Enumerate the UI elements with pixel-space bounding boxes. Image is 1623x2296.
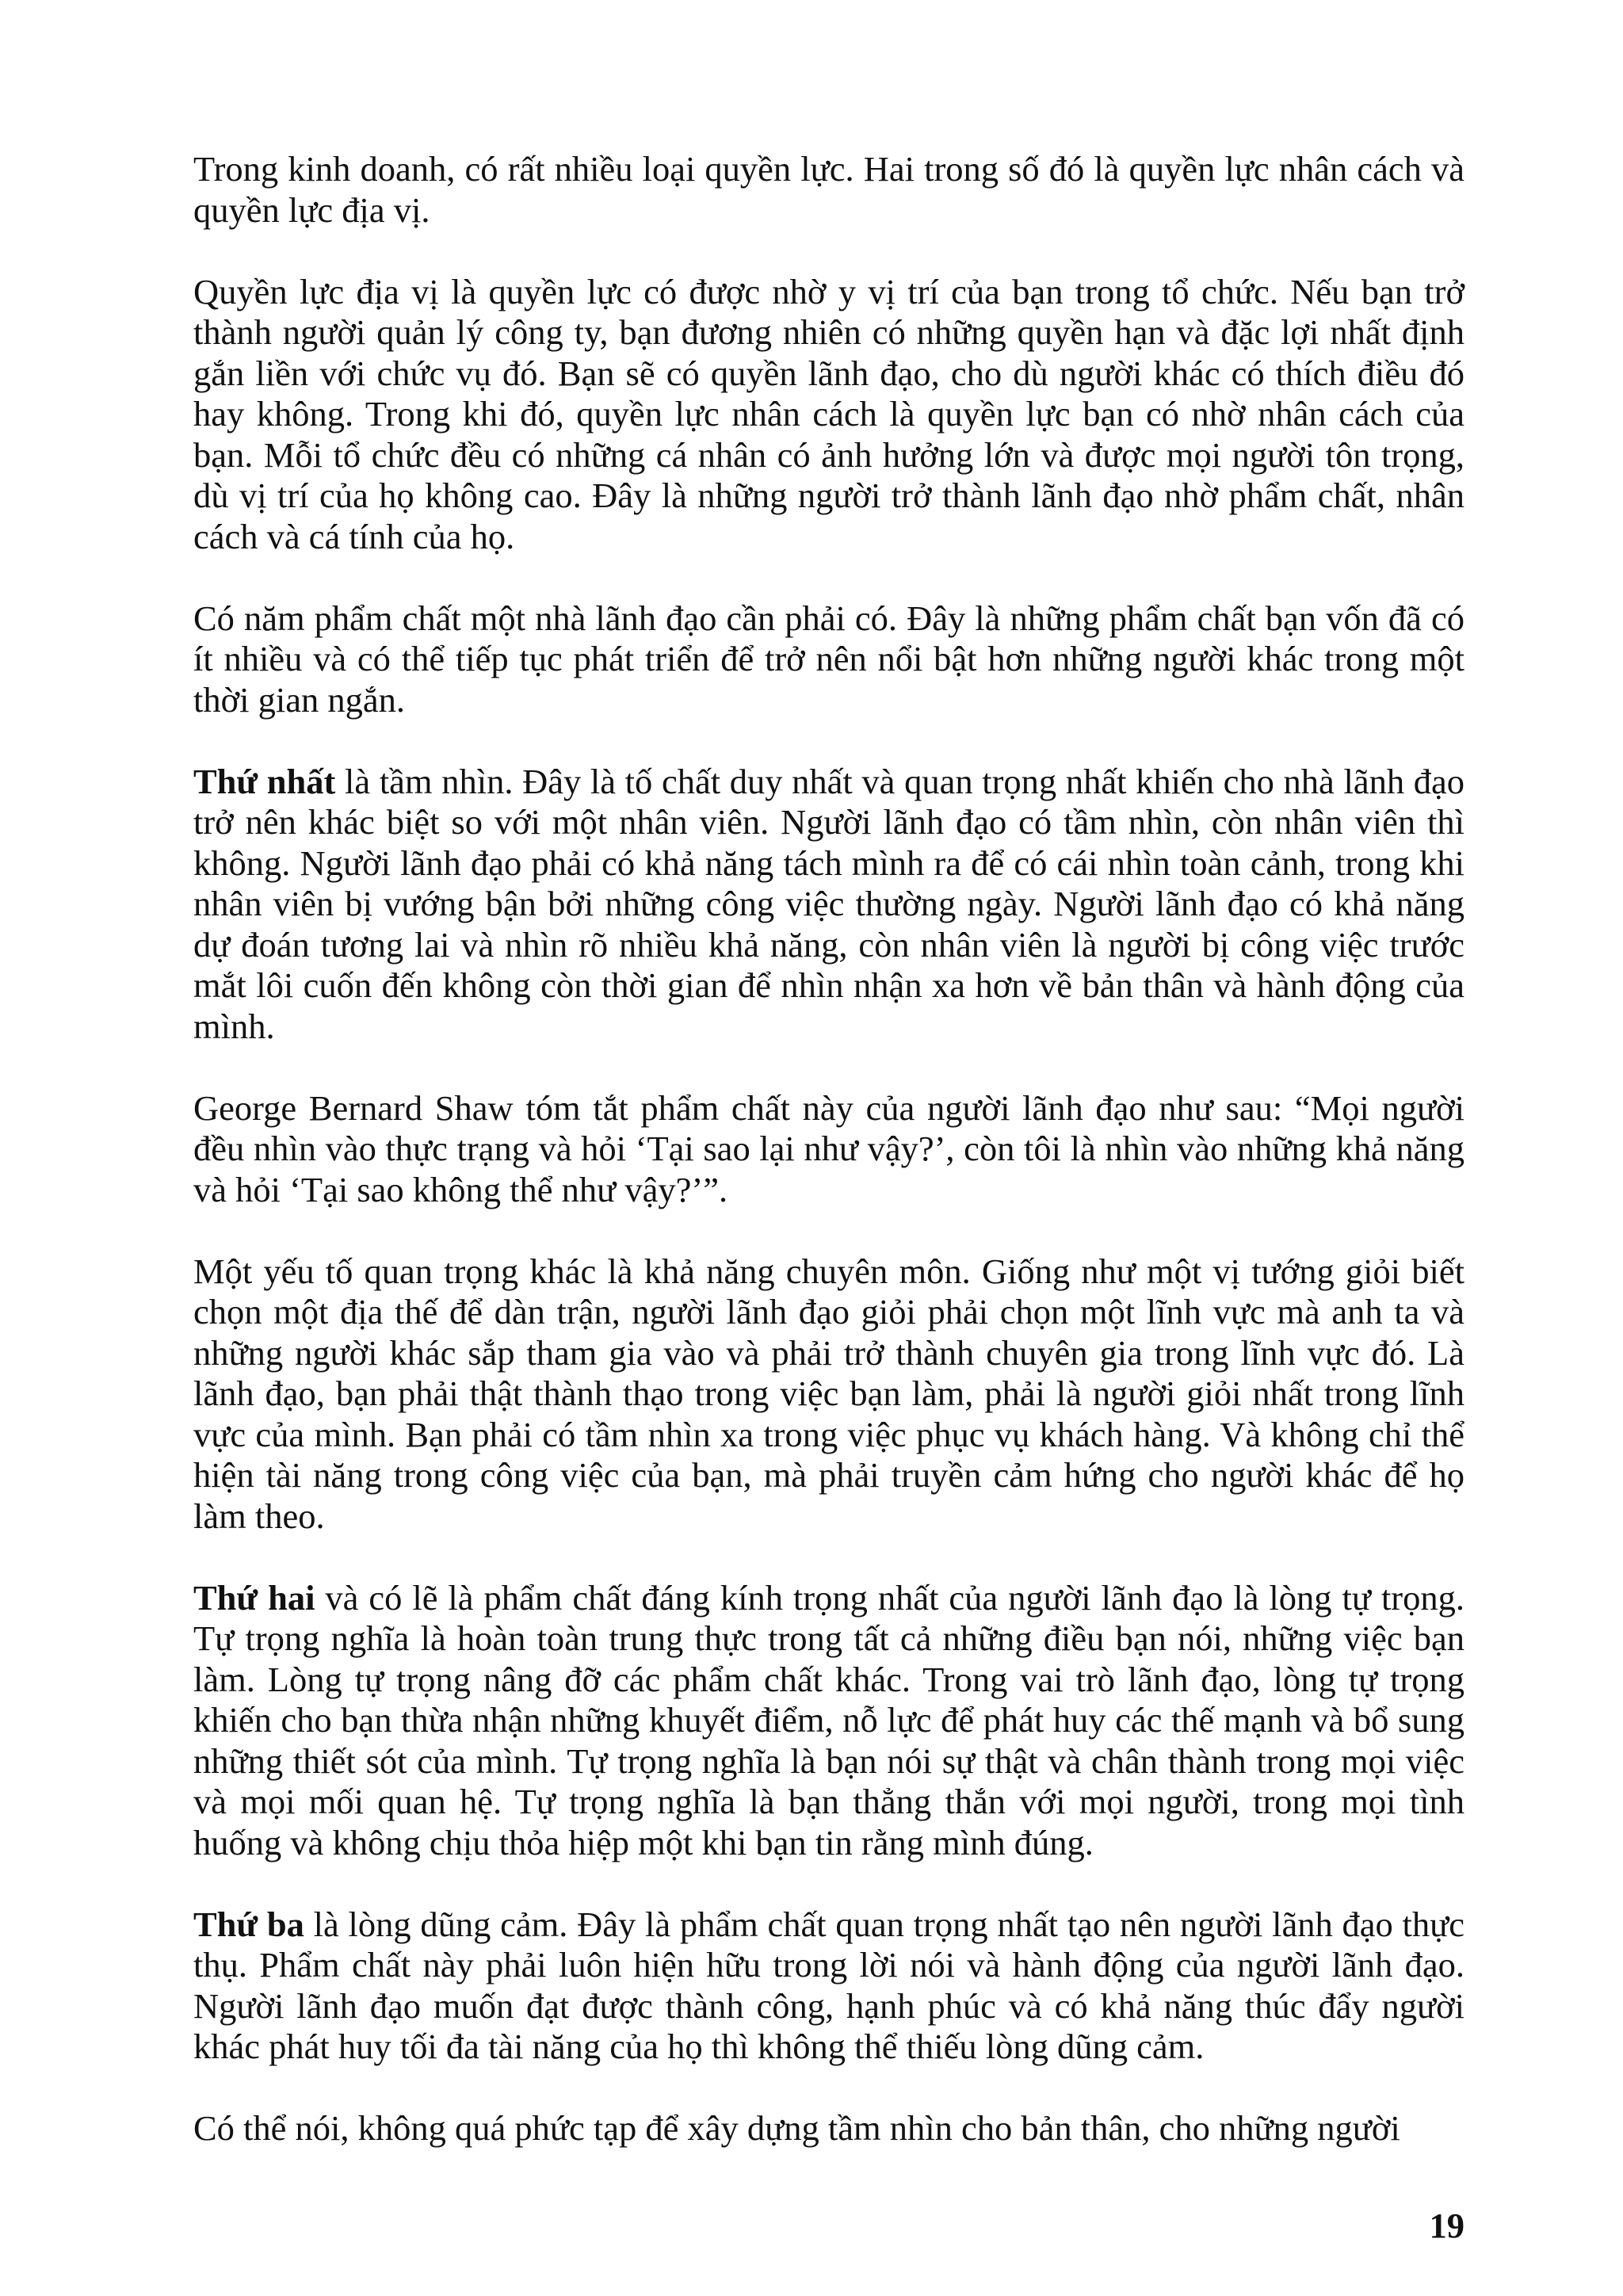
paragraph-text: là lòng dũng cảm. Đây là phẩm chất quan trọng nhất tạo nên người lãnh đạo thực thụ. Phẩm chất này phải luôn hiện hữu trong lời nói và hành động của người lãnh đạo. Người lãnh đạo muốn đạt được thành công, hạnh phúc và có khả năng thúc đẩy người khác phát huy tối đa tài năng của họ thì không thể thiếu lòng dũng cảm. xyxy=(193,1904,1465,2066)
paragraph-text: Một yếu tố quan trọng khác là khả năng chuyên môn. Giống như một vị tướng giỏi biết chọn một địa thế để dàn trận, người lãnh đạo giỏi phải chọn một lĩnh vực mà anh ta và những người khác sắp tham gia vào và phải trở thành chuyên gia trong lĩnh vực đó. Là lãnh đạo, bạn phải thật thành thạo trong việc bạn làm, phải là người giỏi nhất trong lĩnh vực của mình. Bạn phải có tầm nhìn xa trong việc phục vụ khách hàng. Và không chỉ thể hiện tài năng trong công việc của bạn, mà phải truyền cảm hứng cho người khác để họ làm theo. xyxy=(193,1251,1465,1536)
paragraph-text: Quyền lực địa vị là quyền lực có được nhờ y vị trí của bạn trong tổ chức. Nếu bạn trở thành người quản lý công ty, bạn đương nhiên có những quyền hạn và đặc lợi nhất định gắn liền với chức vụ đó. Bạn sẽ có quyền lãnh đạo, cho dù người khác có thích điều đó hay không. Trong khi đó, quyền lực nhân cách là quyền lực bạn có nhờ nhân cách của bạn. Mỗi tổ chức đều có những cá nhân có ảnh hưởng lớn và được mọi người tôn trọng, dù vị trí của họ không cao. Đây là những người trở thành lãnh đạo nhờ phẩm chất, nhân cách và cá tính của họ. xyxy=(193,271,1465,556)
page-body xyxy=(193,149,1465,2149)
paragraph-lead: Thứ ba xyxy=(193,1904,304,1944)
paragraph-first-vision xyxy=(193,762,1465,1048)
paragraph-shaw-quote xyxy=(193,1088,1465,1211)
paragraph-third-courage xyxy=(193,1904,1465,2068)
paragraph-continued xyxy=(193,2108,1465,2149)
paragraph-second-integrity xyxy=(193,1578,1465,1864)
paragraph-text: là tầm nhìn. Đây là tố chất duy nhất và quan trọng nhất khiến cho nhà lãnh đạo trở nên khác biệt so với một nhân viên. Người lãnh đạo có tầm nhìn, còn nhân viên thì không. Người lãnh đạo phải có khả năng tách mình ra để có cái nhìn toàn cảnh, trong khi nhân viên bị vướng bận bởi những công việc thường ngày. Người lãnh đạo có khả năng dự đoán tương lai và nhìn rõ nhiều khả năng, còn nhân viên là người bị công việc trước mắt lôi cuốn đến không còn thời gian để nhìn nhận xa hơn về bản thân và hành động của mình. xyxy=(193,761,1465,1046)
paragraph-position-power xyxy=(193,272,1465,558)
paragraph-expertise xyxy=(193,1251,1465,1538)
paragraph-text: Có thể nói, không quá phức tạp để xây dựng tầm nhìn cho bản thân, cho những người xyxy=(193,2108,1400,2148)
paragraph-text: Có năm phẩm chất một nhà lãnh đạo cần phải có. Đây là những phẩm chất bạn vốn đã có ít nhiều và có thể tiếp tục phát triển để trở nên nổi bật hơn những người khác trong một thời gian ngắn. xyxy=(193,598,1465,720)
paragraph-text: và có lẽ là phẩm chất đáng kính trọng nhất của người lãnh đạo là lòng tự trọng. Tự trọng nghĩa là hoàn toàn trung thực trong tất cả những điều bạn nói, những việc bạn làm. Lòng tự trọng nâng đỡ các phẩm chất khác. Trong vai trò lãnh đạo, lòng tự trọng khiến cho bạn thừa nhận những khuyết điểm, nỗ lực để phát huy các thế mạnh và bổ sung những thiết sót của mình. Tự trọng nghĩa là bạn nói sự thật và chân thành trong mọi việc và mọi mối quan hệ. Tự trọng nghĩa là bạn thẳng thắn với mọi người, trong mọi tình huống và không chịu thỏa hiệp một khi bạn tin rằng mình đúng. xyxy=(193,1577,1465,1862)
paragraph-text: George Bernard Shaw tóm tắt phẩm chất này của người lãnh đạo như sau: “Mọi người đều nhìn vào thực trạng và hỏi ‘Tại sao lại như vậy?’, còn tôi là nhìn vào những khả năng và hỏi ‘Tại sao không thể như vậy?’”. xyxy=(193,1087,1465,1209)
paragraph-power-types xyxy=(193,149,1465,231)
page-number: 19 xyxy=(1429,2206,1465,2245)
paragraph-lead: Thứ nhất xyxy=(193,761,336,801)
paragraph-text: Trong kinh doanh, có rất nhiều loại quyền lực. Hai trong số đó là quyền lực nhân cách và quyền lực địa vị. xyxy=(193,149,1465,230)
paragraph-five-qualities xyxy=(193,598,1465,721)
paragraph-lead: Thứ hai xyxy=(193,1577,315,1618)
